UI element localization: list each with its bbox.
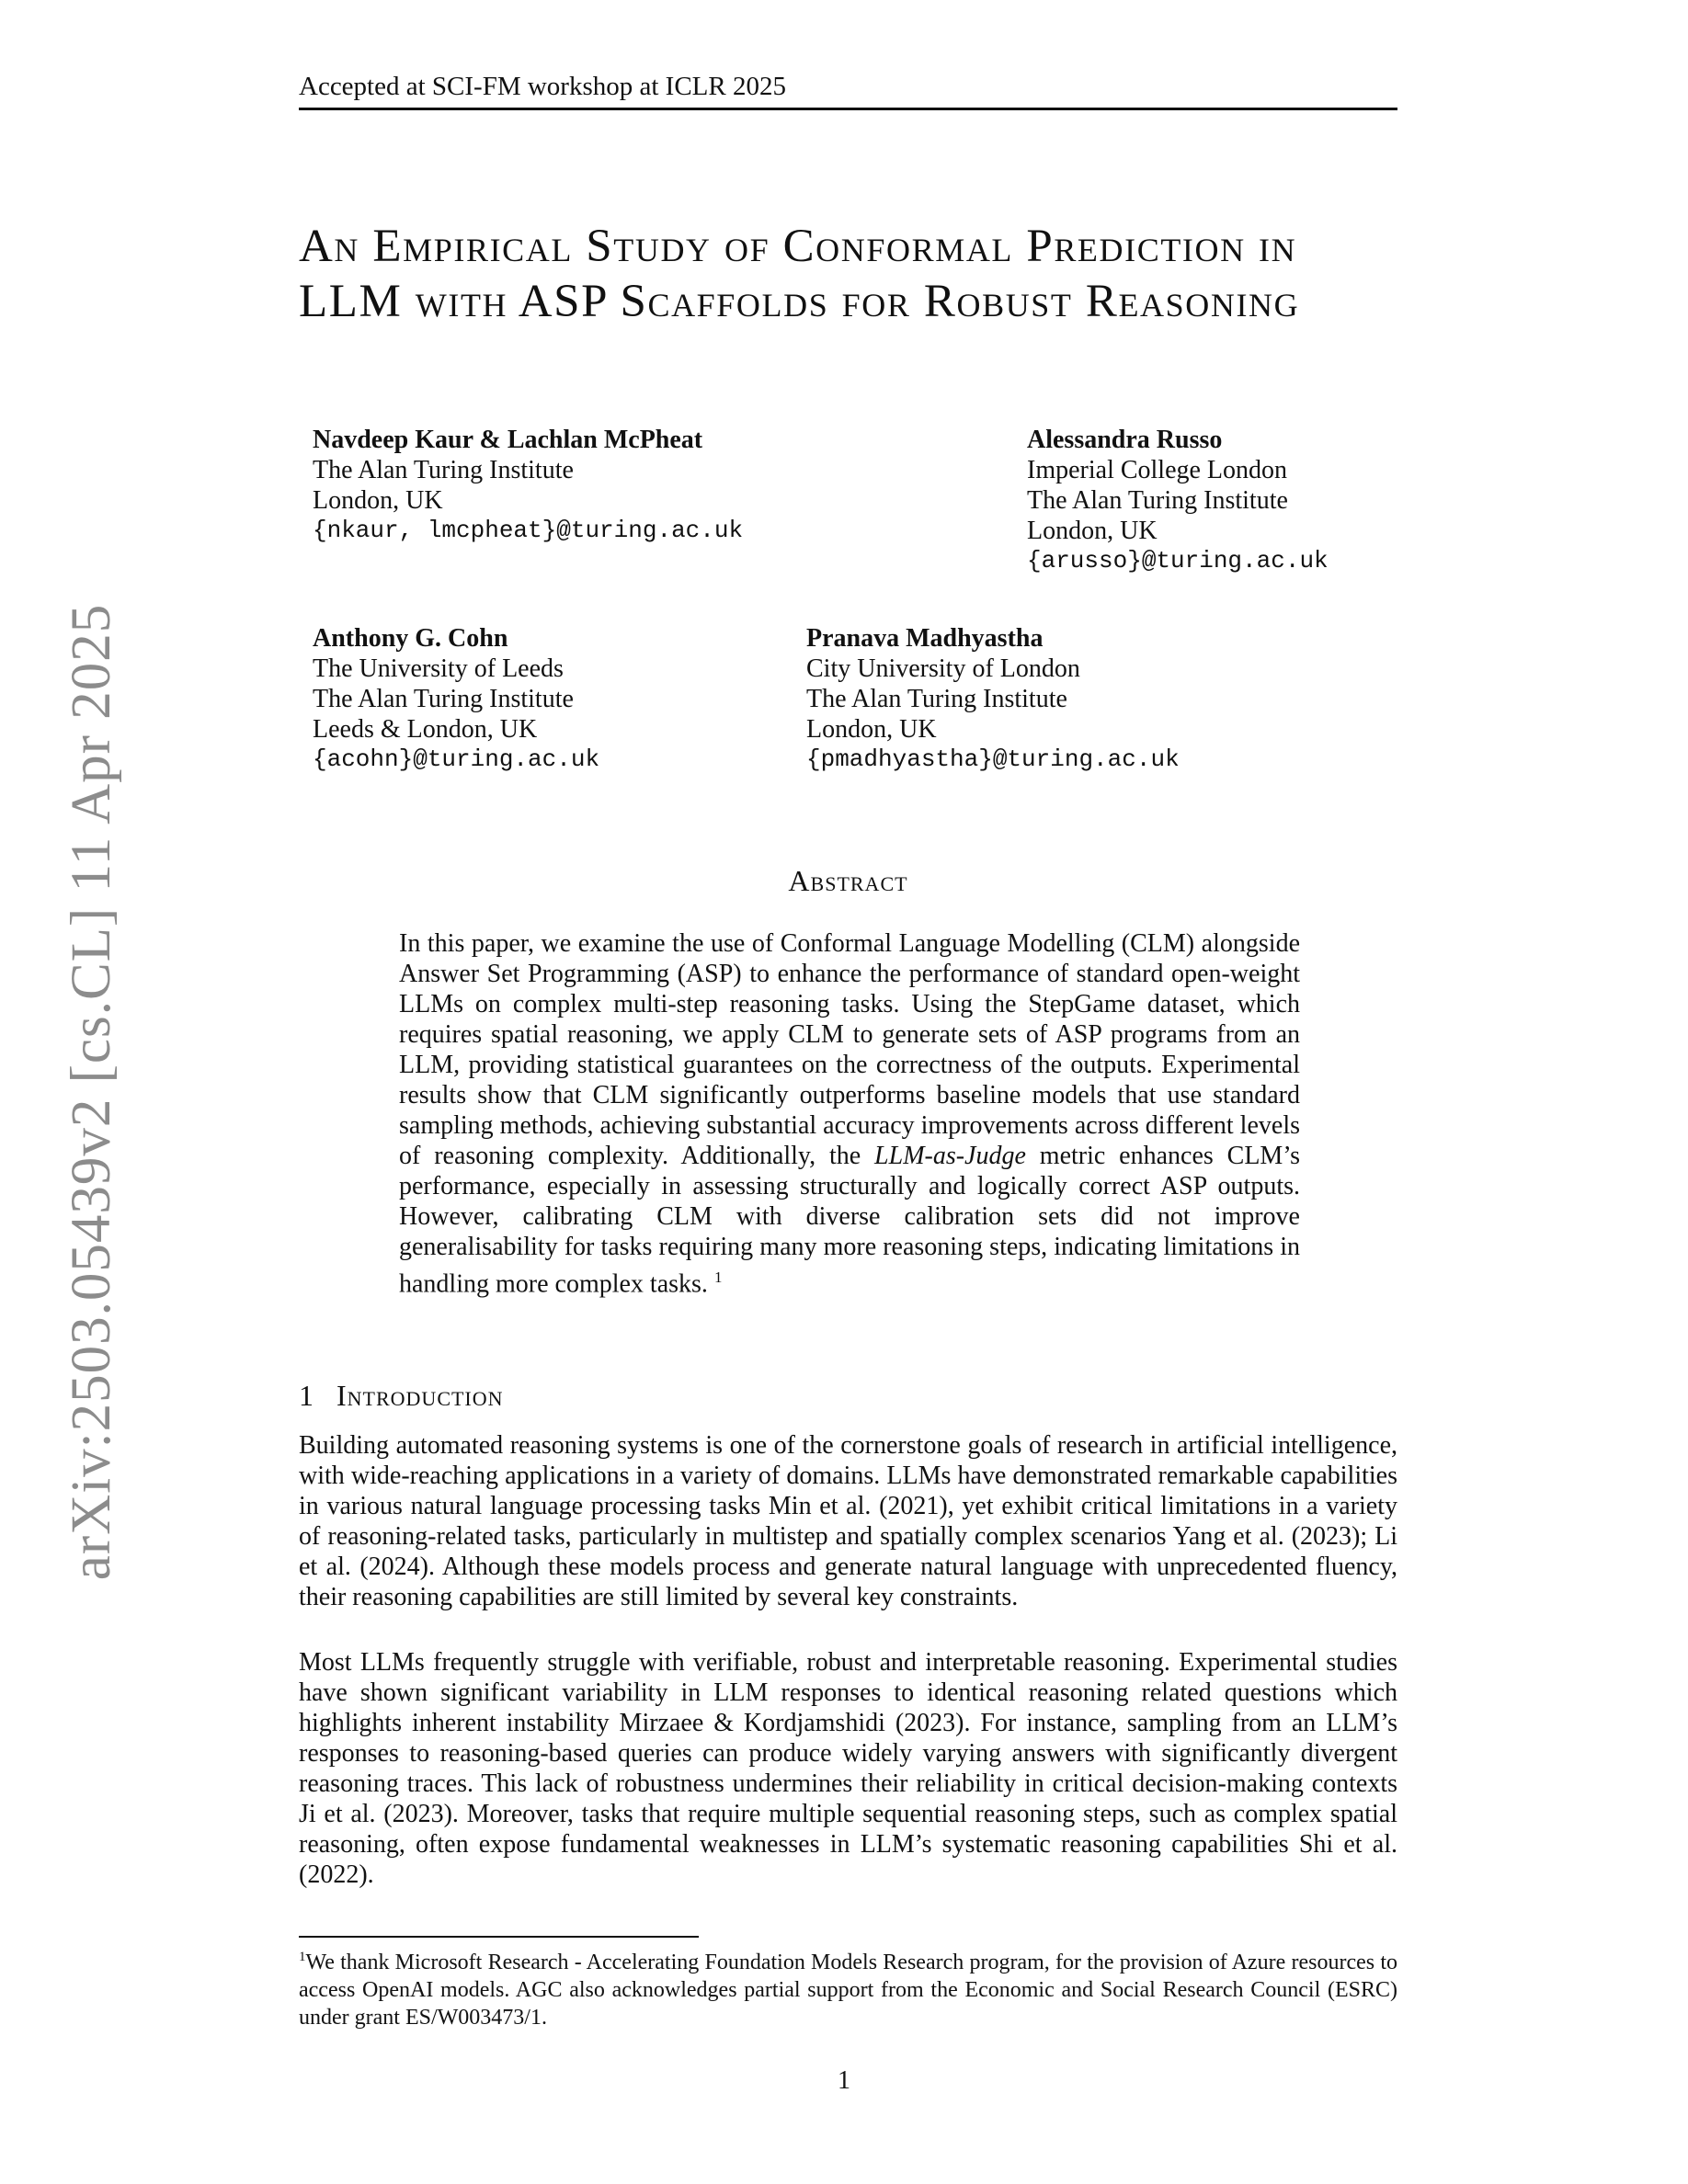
author-block-madhyastha [806, 623, 1180, 775]
intro-paragraph: Building automated reasoning systems is one of the cornerstone goals of research in artificial intelligence, with wide-reaching applications in a variety of domains. LLMs have demonstrated remarkable capabilities in various natural language processing tasks Min et al. (2021), yet exhibit critical limitations in a variety of reasoning-related tasks, particularly in multistep and spatially complex scenarios Yang et al. (2023); Li et al. (2024). Although these models process and generate natural language with unprecedented fluency, their reasoning capabilities are still limited by several key constraints. [299, 1431, 1397, 1611]
arxiv-stamp: arXiv:2503.05439v2 [cs.CL] 11 Apr 2025 [61, 603, 122, 1581]
author-affiliation: The Alan Turing Institute [313, 456, 574, 484]
author-affiliation: City University of London [806, 654, 1080, 683]
author-email: {pmadhyastha}@turing.ac.uk [806, 745, 1180, 773]
author-affiliation: The Alan Turing Institute [806, 685, 1067, 713]
abstract-heading: Abstract [788, 864, 908, 897]
section-title: Introduction [336, 1379, 504, 1412]
author-location: London, UK [1027, 517, 1158, 545]
paper-title: An Empirical Study of Conformal Prediction in LLM with ASP Scaffolds for Robust Reasoning [299, 221, 1300, 327]
author-location: Leeds & London, UK [313, 715, 538, 744]
author-affiliation: The Alan Turing Institute [313, 685, 574, 713]
footnote-reference[interactable]: 1 [713, 1268, 723, 1286]
author-name: Alessandra Russo [1027, 426, 1223, 454]
section-number: 1 [299, 1379, 314, 1412]
intro-paragraph: Most LLMs frequently struggle with verifiable, robust and interpretable reasoning. Experimental studies have shown significant variability in LLM responses to identical reasoning related questions which highlights inherent instability Mirzaee & Kordjamshidi (2023). For instance, sampling from an LLM’s responses to reasoning-based queries can produce widely varying answers with significantly divergent reasoning traces. This lack of robustness undermines their reliability in critical decision-making contexts Ji et al. (2023). Moreover, tasks that require multiple sequential reasoning steps, such as complex spatial reasoning, often expose fundamental weaknesses in LLM’s systematic reasoning capabilities Shi et al. (2022). [299, 1648, 1397, 1889]
author-email: {acohn}@turing.ac.uk [313, 745, 600, 773]
author-location: London, UK [806, 715, 937, 744]
author-email: {arusso}@turing.ac.uk [1027, 547, 1329, 574]
author-location: London, UK [313, 486, 443, 515]
running-header: Accepted at SCI-FM workshop at ICLR 2025 [299, 72, 1397, 110]
author-block-cohn [313, 623, 599, 775]
author-affiliation: Imperial College London [1027, 456, 1288, 484]
abstract-text-part: In this paper, we examine the use of Conformal Language Modelling (CLM) alongside Answer Set Programming (ASP) to enhance the performance of standard open-weight LLMs on complex multi-step reasoning tasks. Using the StepGame dataset, which requires spatial reasoning, we apply CLM to generate sets of ASP programs from an LLM, providing statistical guarantees on the correctness of the outputs. Experimental results show that CLM significantly outperforms baseline models that use standard sampling methods, achieving substantial accuracy improvements across different levels of reasoning complexity. Additionally, the [399, 929, 1300, 1170]
author-block-russo [1027, 425, 1329, 576]
abstract-emphasis: LLM-as-Judge [874, 1142, 1026, 1170]
author-affiliation: The University of Leeds [313, 654, 564, 683]
author-block-kaur-mcpheat [313, 425, 743, 546]
author-name: Pranava Madhyastha [806, 624, 1044, 653]
page-number: 1 [838, 2066, 850, 2095]
author-name: Navdeep Kaur & Lachlan McPheat [313, 426, 703, 454]
author-affiliation: The Alan Turing Institute [1027, 486, 1288, 515]
footnote-text: We thank Microsoft Research - Accelerating Foundation Models Research program, for the provision of Azure resources to access OpenAI models. AGC also acknowledges partial support from the Economic and Social Research Council (ESRC) under grant ES/W003473/1. [299, 1951, 1397, 2030]
footnote-divider [299, 1936, 699, 1938]
abstract-text-part: metric enhances CLM’s performance, especially in assessing structurally and logically correct ASP outputs. However, calibrating CLM with diverse calibration sets did not improve generalisability for tasks requiring many more reasoning steps, indicating limitations in handling more complex tasks. [399, 1142, 1300, 1299]
footnote [299, 1943, 1397, 2031]
footnote-mark: 1 [299, 1950, 306, 1964]
section-heading-introduction [299, 1379, 504, 1413]
abstract-text [399, 928, 1300, 1299]
author-name: Anthony G. Cohn [313, 624, 508, 653]
author-email: {nkaur, lmcpheat}@turing.ac.uk [313, 517, 744, 544]
